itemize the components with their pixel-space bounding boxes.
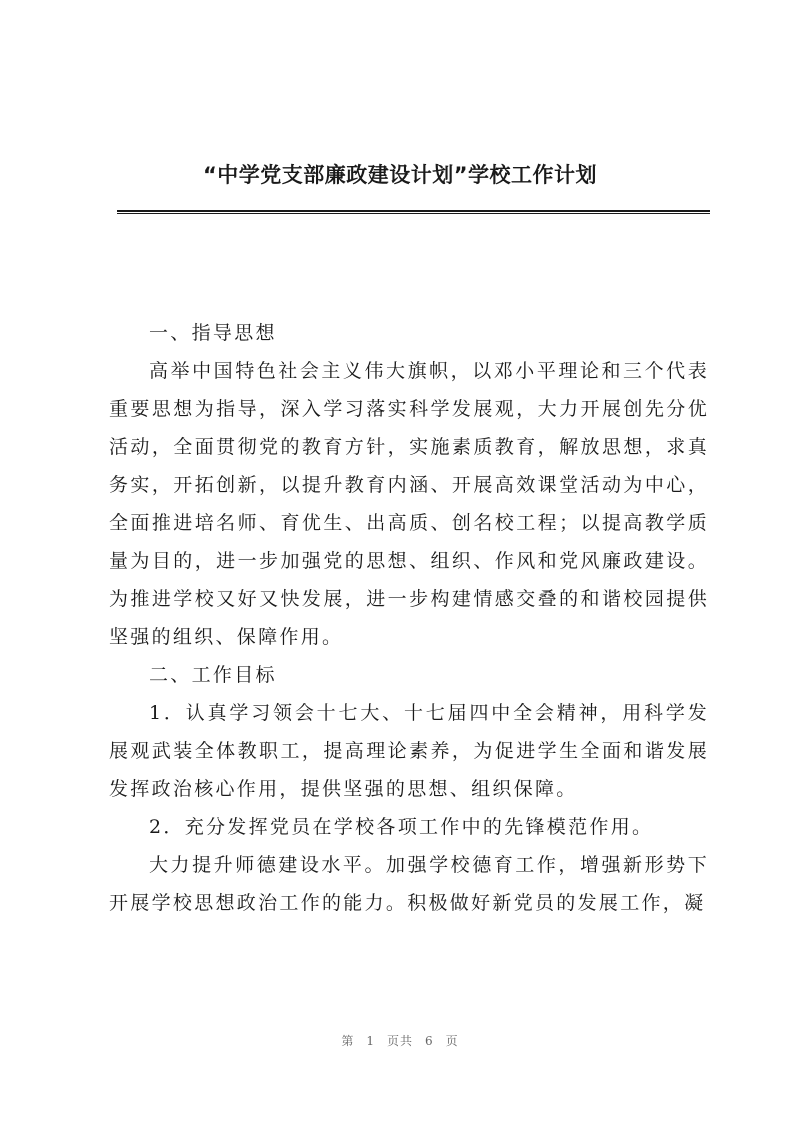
document-body bbox=[109, 314, 709, 922]
section-heading: 一、指导思想 bbox=[149, 322, 277, 344]
page-footer bbox=[0, 1032, 800, 1049]
document-title: “中学党支部廉政建设计划”学校工作计划 bbox=[202, 163, 598, 187]
paragraph: 1．认真学习领会十七大、十七届四中全会精神，用科学发展观武装全体教职工，提高理论素养，为促进学生全面和谐发展发挥政治核心作用，提供坚强的思想、组织保障。 bbox=[109, 702, 709, 800]
paragraph: 高举中国特色社会主义伟大旗帜，以邓小平理论和三个代表重要思想为指导，深入学习落实科学发展观，大力开展创先分优活动，全面贯彻党的教育方针，实施素质教育，解放思想，求真务实，开拓创新，以提升教育内涵、开展高效课堂活动为中心，全面推进培名师、育优生、出高质、创名校工程；以提高教学质量为目的，进一步加强党的思想、组织、作风和党风廉政建设。为推进学校又好又快发展，进一步构建情感交叠的和谐校园提供坚强的组织、保障作用。 bbox=[109, 360, 709, 648]
current-page-number: 1 bbox=[366, 1034, 375, 1048]
section-heading: 二、工作目标 bbox=[149, 664, 277, 686]
footer-suffix: 页 bbox=[445, 1034, 459, 1048]
paragraph: 2．充分发挥党员在学校各项工作中的先锋模范作用。 bbox=[149, 816, 654, 838]
total-pages-number: 6 bbox=[425, 1034, 434, 1048]
paragraph: 大力提升师德建设水平。加强学校德育工作，增强新形势下开展学校思想政治工作的能力。积极做好新党员的发展工作，凝 bbox=[109, 854, 709, 914]
footer-prefix: 第 bbox=[341, 1034, 355, 1048]
footer-middle: 页共 bbox=[386, 1034, 413, 1048]
title-divider bbox=[117, 210, 710, 214]
